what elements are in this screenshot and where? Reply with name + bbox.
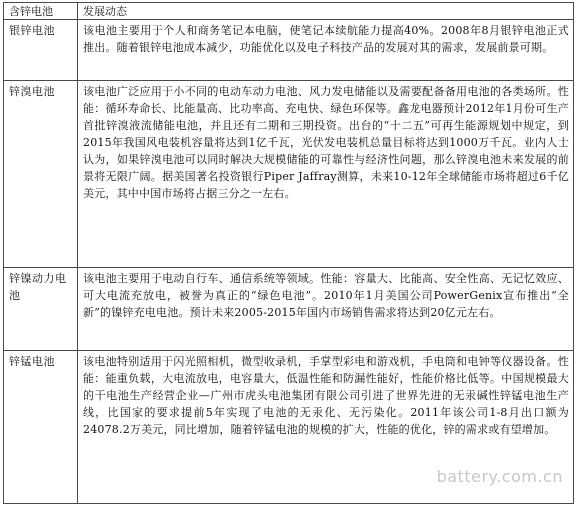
- battery-name-cell: 锌锰电池: [4, 351, 78, 504]
- header-development: 发展动态: [78, 3, 574, 20]
- table-header-row: [4, 3, 574, 20]
- watermark: battery.com.cn: [436, 467, 563, 486]
- table-row: [4, 20, 574, 81]
- development-cell: 该电池特别适用于闪光照相机，微型收录机，手掌型彩电和游戏机，手电筒和电钟等仪器设备。性能：能重负载，大电流放电，电容量大，低温性能和防漏性能好，性能价格比低等。中国规模最大的干电池生产经营企业—广州市虎头电池集团有限公司引进了世界先进的无汞碱性锌锰电池生产线，比国家的要求提前5年实现了电池的无汞化、无污染化。2011年该公司1-8月出口额为24078.2万美元，同比增加，随着锌锰电池的规模的扩大，性能的优化，锌的需求或有望增加。: [78, 351, 574, 504]
- document-page: [3, 2, 573, 504]
- development-cell: 该电池主要用于电动自行车、通信系统等领域。性能：容量大、比能高、安全性高、无记忆效应、可大电流充放电，被誉为真正的“绿色电池”。2010年1月美国公司PowerGenix宣布推出“全新”的镍锌充电电池。预计未来2005-2015年国内市场销售需求将达到20亿元左右。: [78, 268, 574, 351]
- development-cell: 该电池广泛应用于小不同的电动车动力电池、风力发电储能以及需要配备备用电池的各类场所。性能：循环寿命长、比能量高、比功率高、充电快、绿色环保等。鑫龙电器预计2012年1月份可生产首批锌溴液流储能电池，并且还有二期和三期投资。出台的“十二五”可再生能源规划中规定，到2015年我国风电装机容量将达到1亿千瓦，光伏发电装机总量目标将达到1000万千瓦。业内人士认为，如果锌溴电池可以同时解决大规模储能的可靠性与经济性问题，那么锌溴电池未来发展的前景将无限广阔。据美国著名投资银行Piper Jaffray测算，未来10-12年全球储能市场将超过6千亿美元，其中中国市场将占据三分之一左右。: [78, 81, 574, 268]
- header-battery-type: 含锌电池: [4, 3, 78, 20]
- battery-name-cell: 锌镍动力电池: [4, 268, 78, 351]
- battery-name-cell: 锌溴电池: [4, 81, 78, 268]
- battery-name-cell: 银锌电池: [4, 20, 78, 81]
- zinc-battery-table: [3, 2, 574, 504]
- table-row: [4, 268, 574, 351]
- table-row: [4, 81, 574, 268]
- development-cell: 该电池主要用于个人和商务笔记本电脑，使笔记本续航能力提高40%。2008年8月银锌电池正式推出。随着银锌电池成本减少，功能优化以及电子科技产品的发展对其的需求，发展前景可期。: [78, 20, 574, 81]
